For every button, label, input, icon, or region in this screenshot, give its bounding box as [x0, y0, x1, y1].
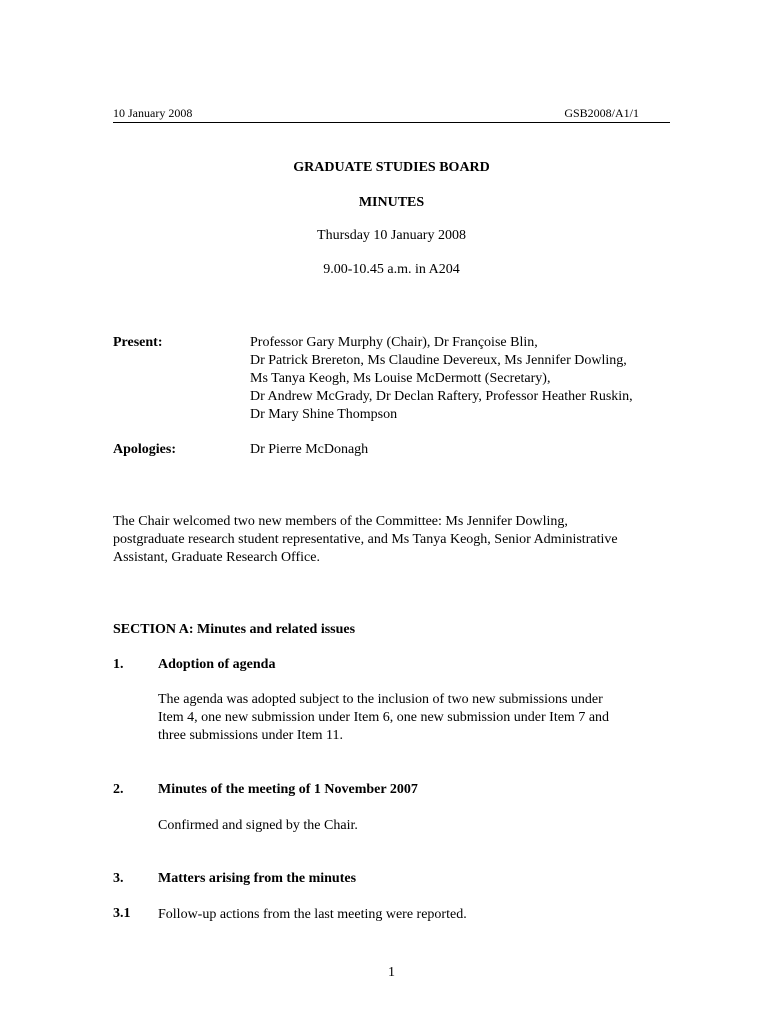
board-title: GRADUATE STUDIES BOARD	[293, 160, 490, 175]
apologies-label: Apologies:	[113, 442, 176, 457]
meeting-day: Thursday 10 January 2008	[317, 228, 466, 243]
item-body	[158, 817, 673, 835]
item-number: 1.	[113, 657, 124, 672]
apologies-name: Dr Pierre McDonagh	[250, 442, 369, 457]
header-reference: GSB2008/A1/1	[564, 106, 639, 120]
header-date: 10 January 2008	[113, 106, 193, 120]
item-line: Confirmed and signed by the Chair.	[158, 818, 358, 833]
present-label: Present:	[113, 335, 163, 350]
present-line: Dr Andrew McGrady, Dr Declan Raftery, Professor Heather Ruskin,	[250, 389, 633, 404]
present-line: Ms Tanya Keogh, Ms Louise McDermott (Secretary),	[250, 371, 551, 386]
item-title: Minutes of the meeting of 1 November 2007	[158, 782, 418, 797]
present-line: Professor Gary Murphy (Chair), Dr Françoise Blin,	[250, 335, 538, 350]
subitem-number: 3.1	[113, 906, 131, 921]
item-title: Adoption of agenda	[158, 657, 276, 672]
subitem-body	[158, 906, 673, 924]
welcome-line: postgraduate research student representative, and Ms Tanya Keogh, Senior Administrative	[113, 532, 618, 547]
header-rule	[113, 122, 670, 123]
item-number: 2.	[113, 782, 124, 797]
present-line: Dr Patrick Brereton, Ms Claudine Devereux, Ms Jennifer Dowling,	[250, 353, 627, 368]
item-title: Matters arising from the minutes	[158, 871, 357, 886]
item-number: 3.	[113, 871, 124, 886]
minutes-title: MINUTES	[358, 195, 425, 210]
item-line: The agenda was adopted subject to the inclusion of two new submissions under	[158, 692, 603, 707]
section-a-heading: SECTION A: Minutes and related issues	[113, 622, 356, 637]
page-number: 1	[388, 965, 395, 980]
welcome-line: Assistant, Graduate Research Office.	[113, 550, 320, 565]
welcome-line: The Chair welcomed two new members of the Committee: Ms Jennifer Dowling,	[113, 514, 568, 529]
apologies-list	[250, 441, 670, 459]
meeting-time-place: 9.00-10.45 a.m. in A204	[323, 262, 460, 277]
present-line: Dr Mary Shine Thompson	[250, 407, 398, 422]
present-list	[250, 334, 670, 424]
item-body	[158, 691, 673, 745]
item-line: Item 4, one new submission under Item 6, one new submission under Item 7 and	[158, 710, 610, 725]
welcome-paragraph	[113, 513, 673, 567]
subitem-line: Follow-up actions from the last meeting were reported.	[158, 907, 467, 922]
item-line: three submissions under Item 11.	[158, 728, 343, 743]
